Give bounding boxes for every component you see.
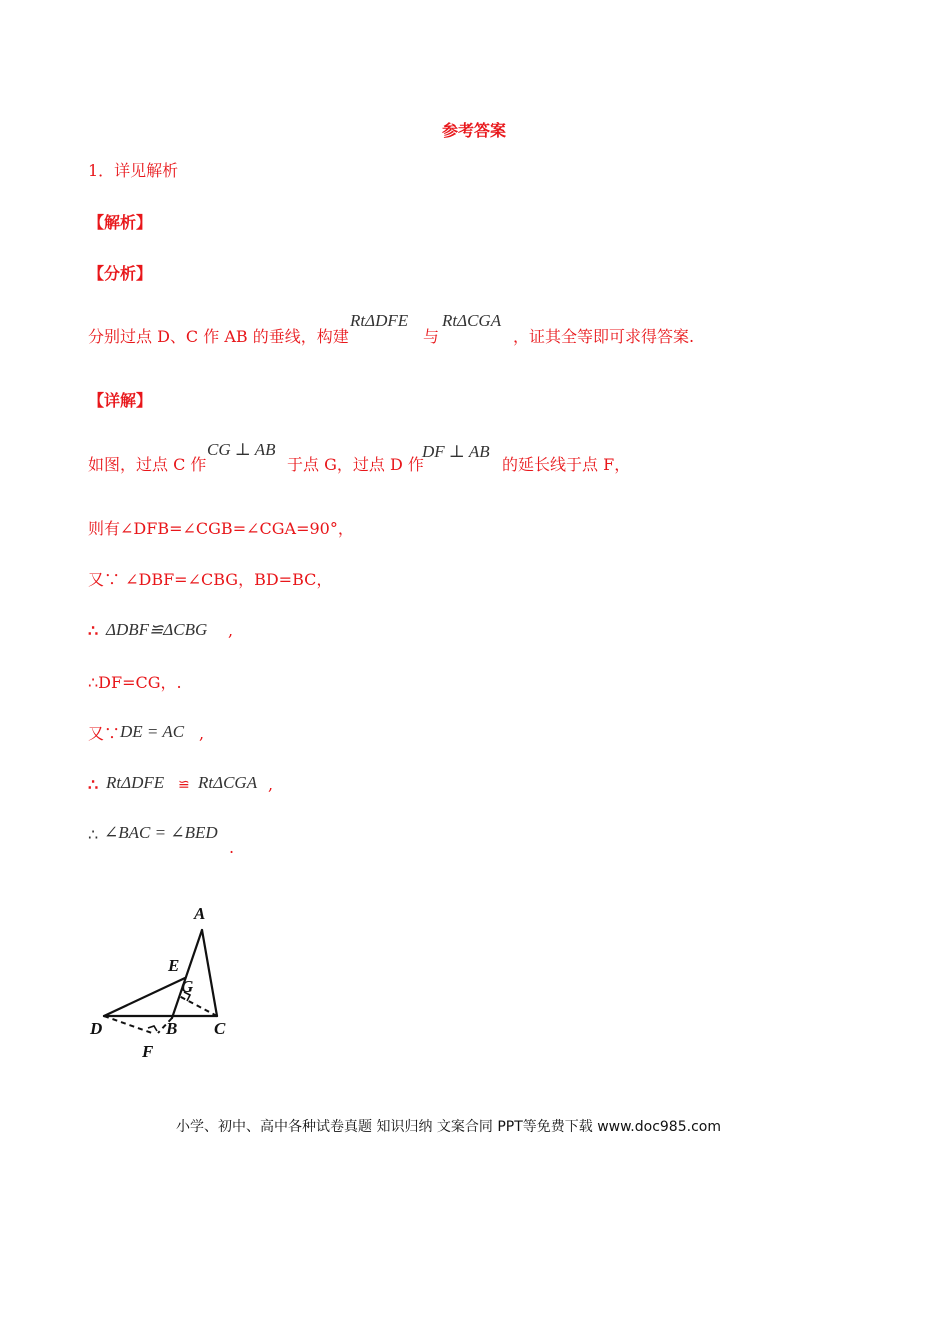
- tag-xiangjie: 【详解】: [88, 391, 153, 410]
- detail-line1-post: 的延长线于点 F，: [502, 455, 631, 474]
- detail-line4-sym: ∴: [88, 621, 99, 640]
- detail-line1-math2: DF ⊥ AB: [422, 442, 490, 461]
- detail-line7-math2: RtΔCGA: [198, 773, 258, 792]
- tag-jiexi: 【解析】: [88, 213, 153, 232]
- label-g: G: [181, 977, 194, 996]
- detail-line7-sym: ∴: [88, 775, 99, 794]
- detail-line5: ∴DF=CG，.: [88, 673, 182, 692]
- label-b: B: [166, 1019, 178, 1038]
- label-a: A: [194, 904, 206, 923]
- detail-line4-post: ,: [228, 621, 234, 640]
- analysis-math-1: RtΔDFE: [350, 311, 409, 330]
- label-f: F: [142, 1042, 154, 1061]
- detail-line1-mid: 于点 G，过点 D 作: [287, 455, 424, 474]
- detail-line8-post: .: [229, 838, 235, 857]
- segment-ac: [202, 930, 217, 1016]
- detail-line4-math: ΔDBF≌ΔCBG: [106, 620, 208, 639]
- page-heading: 参考答案: [442, 121, 507, 140]
- question-number: 1．详见解析: [88, 161, 179, 180]
- segment-df-dashed: [104, 1016, 152, 1033]
- detail-line6-pre: 又∵: [88, 724, 121, 743]
- segment-de: [104, 978, 185, 1016]
- label-e: E: [168, 956, 180, 975]
- detail-line8-math: ∠BAC = ∠BED: [104, 823, 218, 842]
- geometry-figure: [86, 900, 246, 1065]
- detail-line6-post: ,: [199, 724, 205, 743]
- analysis-text-post: ，证其全等即可求得答案.: [513, 327, 695, 346]
- detail-line7-math1: RtΔDFE: [106, 773, 165, 792]
- detail-line7-post: ,: [268, 775, 274, 794]
- analysis-text-mid: 与: [423, 327, 440, 346]
- label-c: C: [214, 1019, 226, 1038]
- detail-line1-math1: CG ⊥ AB: [207, 440, 276, 459]
- segment-cg-dashed: [179, 996, 217, 1016]
- detail-line6-math: DE = AC: [120, 722, 185, 741]
- right-angle-mark-f: [148, 1026, 157, 1031]
- analysis-text-pre: 分别过点 D、C 作 AB 的垂线，构建: [88, 327, 349, 346]
- detail-line3: 又∵ ∠DBF=∠CBG，BD=BC，: [88, 570, 333, 589]
- tag-fenxi: 【分析】: [88, 264, 153, 283]
- detail-line2: 则有∠DFB=∠CGB=∠CGA=90°，: [88, 519, 354, 538]
- label-d: D: [90, 1019, 103, 1038]
- analysis-math-2: RtΔCGA: [442, 311, 502, 330]
- page-footer: 小学、初中、高中各种试卷真题 知识归纳 文案合同 PPT等免费下载 www.doc985.com: [176, 1119, 721, 1135]
- detail-line8-sym: ∴: [88, 825, 99, 844]
- detail-line7-cong: ≌: [178, 777, 190, 793]
- detail-line1-pre: 如图，过点 C 作: [88, 455, 207, 474]
